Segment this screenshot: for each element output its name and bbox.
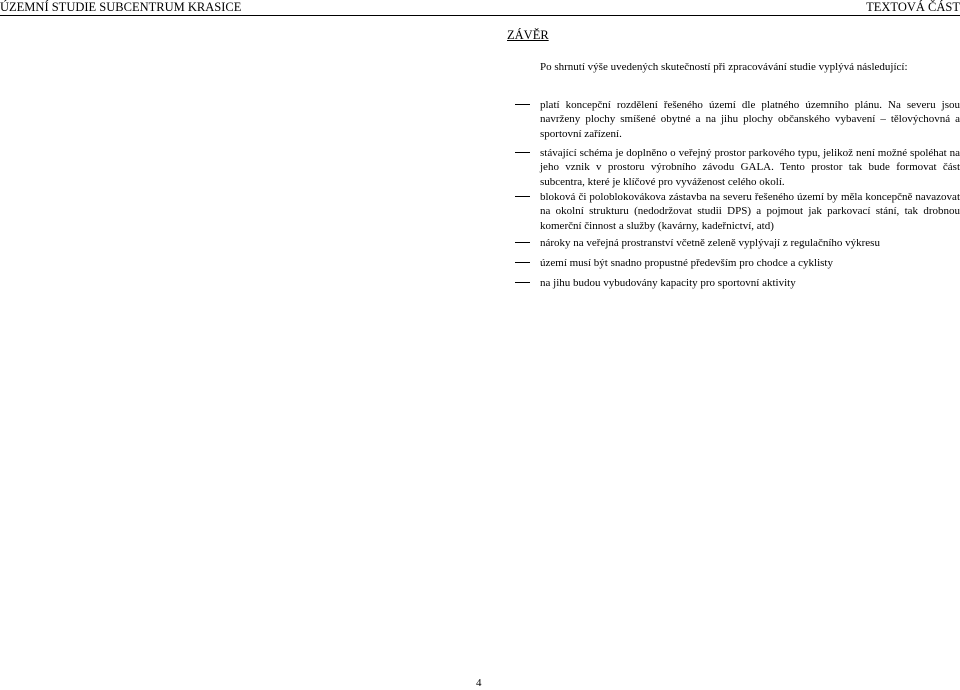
- dash-bullet-icon: [515, 282, 530, 283]
- header-section-label: TEXTOVÁ ČÁST: [866, 0, 960, 14]
- page-number: 4: [476, 677, 482, 689]
- page-header: [0, 0, 960, 16]
- list-item-text: na jihu budou vybudovány kapacity pro sportovní aktivity: [540, 277, 796, 289]
- dash-bullet-icon: [515, 104, 530, 105]
- list-item-text: platí koncepční rozdělení řešeného území dle platného územního plánu. Na severu jsou navrženy plochy smíšené obytné a na jihu plochy občanského vybavení – tělovýchovná a sportovní zařízení.: [540, 99, 960, 140]
- dash-bullet-icon: [515, 242, 530, 243]
- list-item-text: bloková či poloblokovákova zástavba na severu řešeného území by měla koncepčně navazovat na okolní strukturu (nedodržovat studii DPS) a pojmout jak parkovací stání, tak drobnou komerční činnost a služby (kavárny, kadeřnictví, atd): [540, 191, 960, 232]
- dash-bullet-icon: [515, 152, 530, 153]
- list-item-text: území musí být snadno propustné především pro chodce a cyklisty: [540, 257, 833, 269]
- intro-paragraph: Po shrnutí výše uvedených skutečností při zpracovávání studie vyplývá následující:: [540, 61, 908, 73]
- dash-bullet-icon: [515, 196, 530, 197]
- section-title: ZÁVĚR: [507, 28, 549, 42]
- dash-bullet-icon: [515, 262, 530, 263]
- list-item-text: nároky na veřejná prostranství včetně zeleně vyplývají z regulačního výkresu: [540, 237, 880, 249]
- list-item-text: stávající schéma je doplněno o veřejný prostor parkového typu, jelikož není možné spoléhat na jeho vznik v prostoru výrobního závodu GALA. Tento prostor tak bude formovat část subcentra, které je klíčové pro vyváženost celého okolí.: [540, 147, 960, 188]
- header-document-title: ÚZEMNÍ STUDIE SUBCENTRUM KRASICE: [0, 0, 242, 14]
